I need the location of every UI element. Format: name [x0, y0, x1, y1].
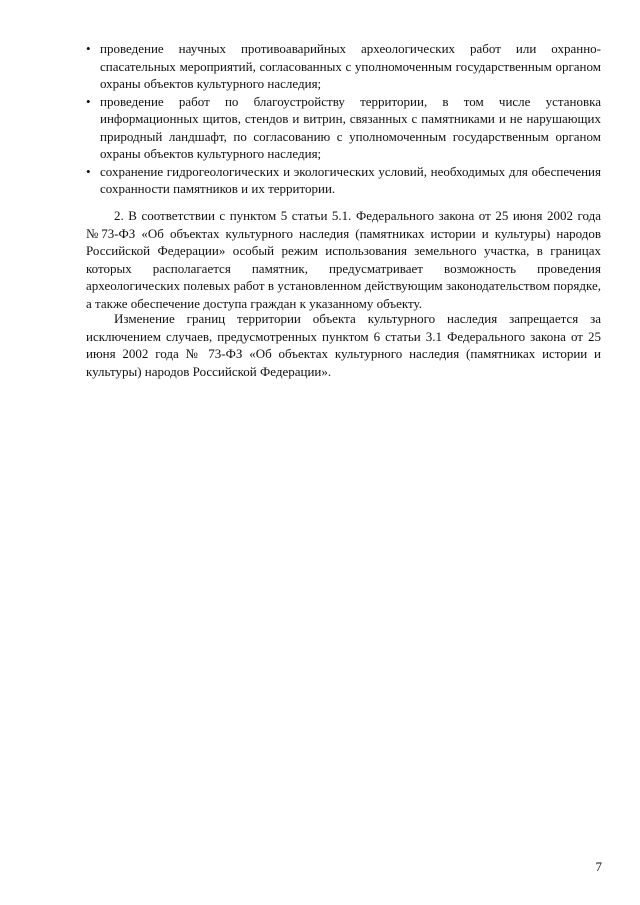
page-number: 7	[595, 859, 602, 874]
bullet-marker: •	[86, 163, 91, 179]
paragraph-2-regime: 2. В соответствии с пунктом 5 статьи 5.1. Федерального закона от 25 июня 2002 года №73-ФЗ «Об объектах культурного наследия (памятниках истории и культуры) народов Российской Федерации» особый режим использования земельного участка, в границах которых располагается памятник, предусматривает возможность проведения археологических полевых работ в установленном действующим законодательством порядке, а также обеспечение доступа граждан к указанному объекту.	[86, 208, 601, 311]
bullet-item-3	[86, 163, 601, 198]
paragraph-boundary-change: Изменение границ территории объекта культурного наследия запрещается за исключением случаев, предусмотренных пунктом 6 статьи 3.1 Федерального закона от 25 июня 2002 года № 73-ФЗ «Об объектах культурного наследия (памятниках истории и культуры) народов Российской Федерации».	[86, 311, 601, 379]
bullet-text-1: проведение научных противоаварийных археологических работ или охранно-спасательных мероприятий, согласованных с уполномоченным государственным органом охраны объектов культурного наследия;	[100, 41, 601, 91]
bullet-text-3: сохранение гидрогеологических и экологических условий, необходимых для обеспечения сохранности памятников и их территории.	[100, 163, 601, 196]
bullet-list	[86, 40, 601, 198]
bullet-marker: •	[86, 41, 91, 56]
bullet-text-2: проведение работ по благоустройству территории, в том числе установка информационных щитов, стендов и витрин, связанных с памятниками и не нарушающих природный ландшафт, по согласованию с уполномоченным государственным органом охраны объектов культурного наследия;	[100, 93, 601, 161]
bullet-marker: •	[86, 93, 91, 109]
bullet-item-1	[86, 40, 601, 93]
bullet-item-2	[86, 93, 601, 163]
